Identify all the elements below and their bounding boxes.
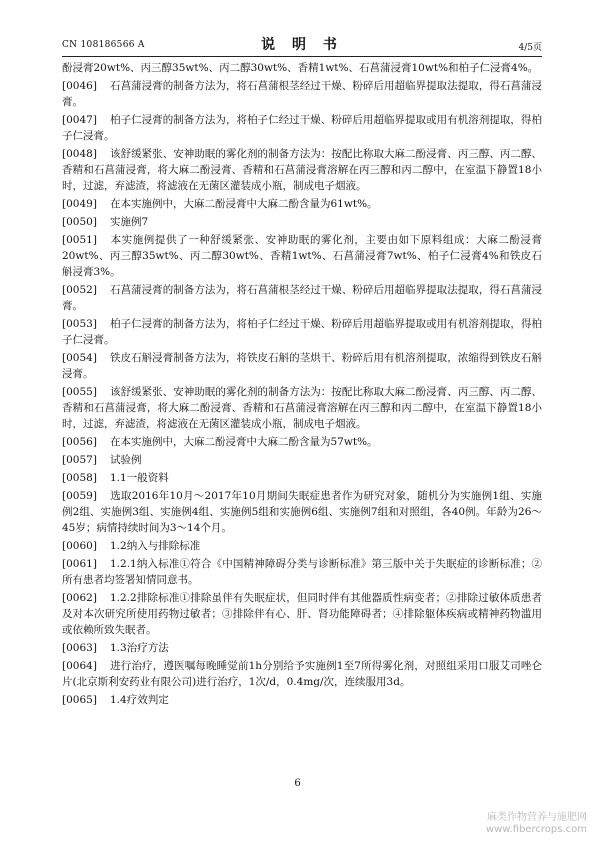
paragraph-number: [0059] [62, 490, 97, 502]
paragraph [62, 640, 542, 656]
paragraph-number: [0056] [62, 436, 97, 448]
paragraph [62, 214, 542, 230]
document-body [62, 60, 542, 710]
paragraph-number: [0057] [62, 454, 97, 466]
paragraph [62, 384, 542, 432]
paragraph [62, 196, 542, 212]
paragraph-text: 1.2.1纳入标准①符合《中国精神障碍分类与诊断标准》第三版中关于失眠症的诊断标准；②所有患者均签署知情同意书。 [62, 558, 542, 586]
paragraph-text: 酚浸膏20wt%、丙三醇35wt%、丙二醇30wt%、香精1wt%、石菖蒲浸膏10wt%和柏子仁浸膏4%。 [62, 62, 539, 74]
paragraph-number: [0053] [62, 318, 97, 330]
patent-number: CN 108186566 A [62, 40, 145, 50]
paragraph-number: [0054] [62, 352, 97, 364]
paragraph-number: [0061] [62, 558, 97, 570]
paragraph [62, 282, 542, 314]
paragraph-text: 1.2.2排除标准①排除虽伴有失眠症状，但同时伴有其他器质性病变者；②排除过敏体质患者及对本次研究所使用药物过敏者；③排除伴有心、肝、肾功能障碍者；④排除躯体疾病或精神药物滥用或依赖所致失眠者。 [62, 592, 542, 636]
paragraph [62, 78, 542, 110]
paragraph [62, 60, 542, 76]
paragraph [62, 556, 542, 588]
paragraph-number: [0050] [62, 216, 97, 228]
paragraph-text: 试验例 [110, 454, 142, 466]
page-number: 6 [294, 778, 301, 789]
paragraph [62, 434, 542, 450]
paragraph [62, 232, 542, 280]
paragraph-number: [0058] [62, 472, 97, 484]
paragraph [62, 350, 542, 382]
paragraph-number: [0062] [62, 592, 97, 604]
paragraph-number: [0060] [62, 540, 97, 552]
paragraph [62, 692, 542, 708]
paragraph-number: [0055] [62, 386, 97, 398]
paragraph-text: 柏子仁浸膏的制备方法为，将柏子仁经过干燥、粉碎后用超临界提取或用有机溶剂提取，得柏子仁浸膏。 [62, 318, 542, 346]
page-header [62, 30, 542, 57]
paragraph-number: [0064] [62, 660, 97, 672]
paragraph-text: 铁皮石斛浸膏制备方法为，将铁皮石斛的茎烘干、粉碎后用有机溶剂提取，浓缩得到铁皮石斛浸膏。 [62, 352, 542, 380]
paragraph [62, 538, 542, 554]
paragraph-text: 在本实施例中，大麻二酚浸膏中大麻二酚含量为57wt%。 [110, 436, 378, 448]
paragraph-text: 实施例7 [110, 216, 149, 228]
page-indicator: 4/5页 [518, 43, 542, 53]
paragraph-number: [0051] [62, 234, 97, 246]
paragraph-text: 石菖蒲浸膏的制备方法为，将石菖蒲根茎经过干燥、粉碎后用超临界提取法提取，得石菖蒲浸膏。 [62, 80, 542, 108]
paragraph-number: [0048] [62, 148, 97, 160]
paragraph [62, 146, 542, 194]
paragraph [62, 658, 542, 690]
paragraph [62, 470, 542, 486]
document-title: 说 明 书 [261, 37, 343, 53]
paragraph-text: 1.2纳入与排除标准 [110, 540, 201, 552]
watermark-url: www.fibercrops.com [485, 824, 587, 835]
paragraph [62, 452, 542, 468]
paragraph-text: 在本实施例中，大麻二酚浸膏中大麻二酚含量为61wt%。 [110, 198, 378, 210]
paragraph-number: [0052] [62, 284, 97, 296]
paragraph-text: 1.3治疗方法 [110, 642, 169, 654]
watermark-site-name: 麻类作物营养与施肥网 [487, 812, 587, 823]
paragraph [62, 316, 542, 348]
paragraph [62, 590, 542, 638]
watermark [486, 812, 587, 836]
paragraph-number: [0049] [62, 198, 97, 210]
paragraph-number: [0046] [62, 80, 97, 92]
paragraph-text: 柏子仁浸膏的制备方法为，将柏子仁经过干燥、粉碎后用超临界提取或用有机溶剂提取，得柏子仁浸膏。 [62, 114, 542, 142]
paragraph-text: 进行治疗，遵医嘱每晚睡觉前1h分别给予实施例1至7所得雾化剂，对照组采用口服艾司唑仑片(北京斯利安药业有限公司)进行治疗，1次/d，0.4mg/次，连续服用3d。 [62, 660, 542, 688]
paragraph-number: [0065] [62, 694, 97, 706]
paragraph-text: 1.1一般资料 [110, 472, 169, 484]
paragraph-number: [0063] [62, 642, 97, 654]
paragraph-text: 本实施例提供了一种舒缓紧张、安神助眠的雾化剂，主要由如下原料组成：大麻二酚浸膏20wt%、丙三醇35wt%、丙二醇30wt%、香精1wt%、石菖蒲浸膏7wt%、柏子仁浸膏4%和铁皮石斛浸膏3%。 [62, 234, 542, 278]
paragraph [62, 112, 542, 144]
paragraph-text: 该舒缓紧张、安神助眠的雾化剂的制备方法为：按配比称取大麻二酚浸膏、丙三醇、丙二醇、香精和石菖蒲浸膏，将大麻二酚浸膏、香精和石菖蒲浸膏溶解在丙三醇和丙二醇中，在室温下静置18小时，过滤，弃滤渣，将滤液在无菌区灌装成小瓶，制成电子烟液。 [62, 148, 542, 192]
paragraph [62, 488, 542, 536]
paragraph-number: [0047] [62, 114, 97, 126]
paragraph-text: 石菖蒲浸膏的制备方法为，将石菖蒲根茎经过干燥、粉碎后用超临界提取法提取，得石菖蒲浸膏。 [62, 284, 542, 312]
paragraph-text: 选取2016年10月～2017年10月期间失眠症患者作为研究对象，随机分为实施例1组、实施例2组、实施例3组、实施例4组、实施例5组和实施例6组、实施例7组和对照组，各40例。年龄为26～45岁；病情持续时间为3～14个月。 [62, 490, 542, 534]
paragraph-text: 1.4疗效判定 [110, 694, 169, 706]
paragraph-text: 该舒缓紧张、安神助眠的雾化剂的制备方法为：按配比称取大麻二酚浸膏、丙三醇、丙二醇、香精和石菖蒲浸膏，将大麻二酚浸膏、香精和石菖蒲浸膏溶解在丙三醇和丙二醇中，在室温下静置18小时，过滤，弃滤渣，将滤液在无菌区灌装成小瓶，制成电子烟液。 [62, 386, 542, 430]
